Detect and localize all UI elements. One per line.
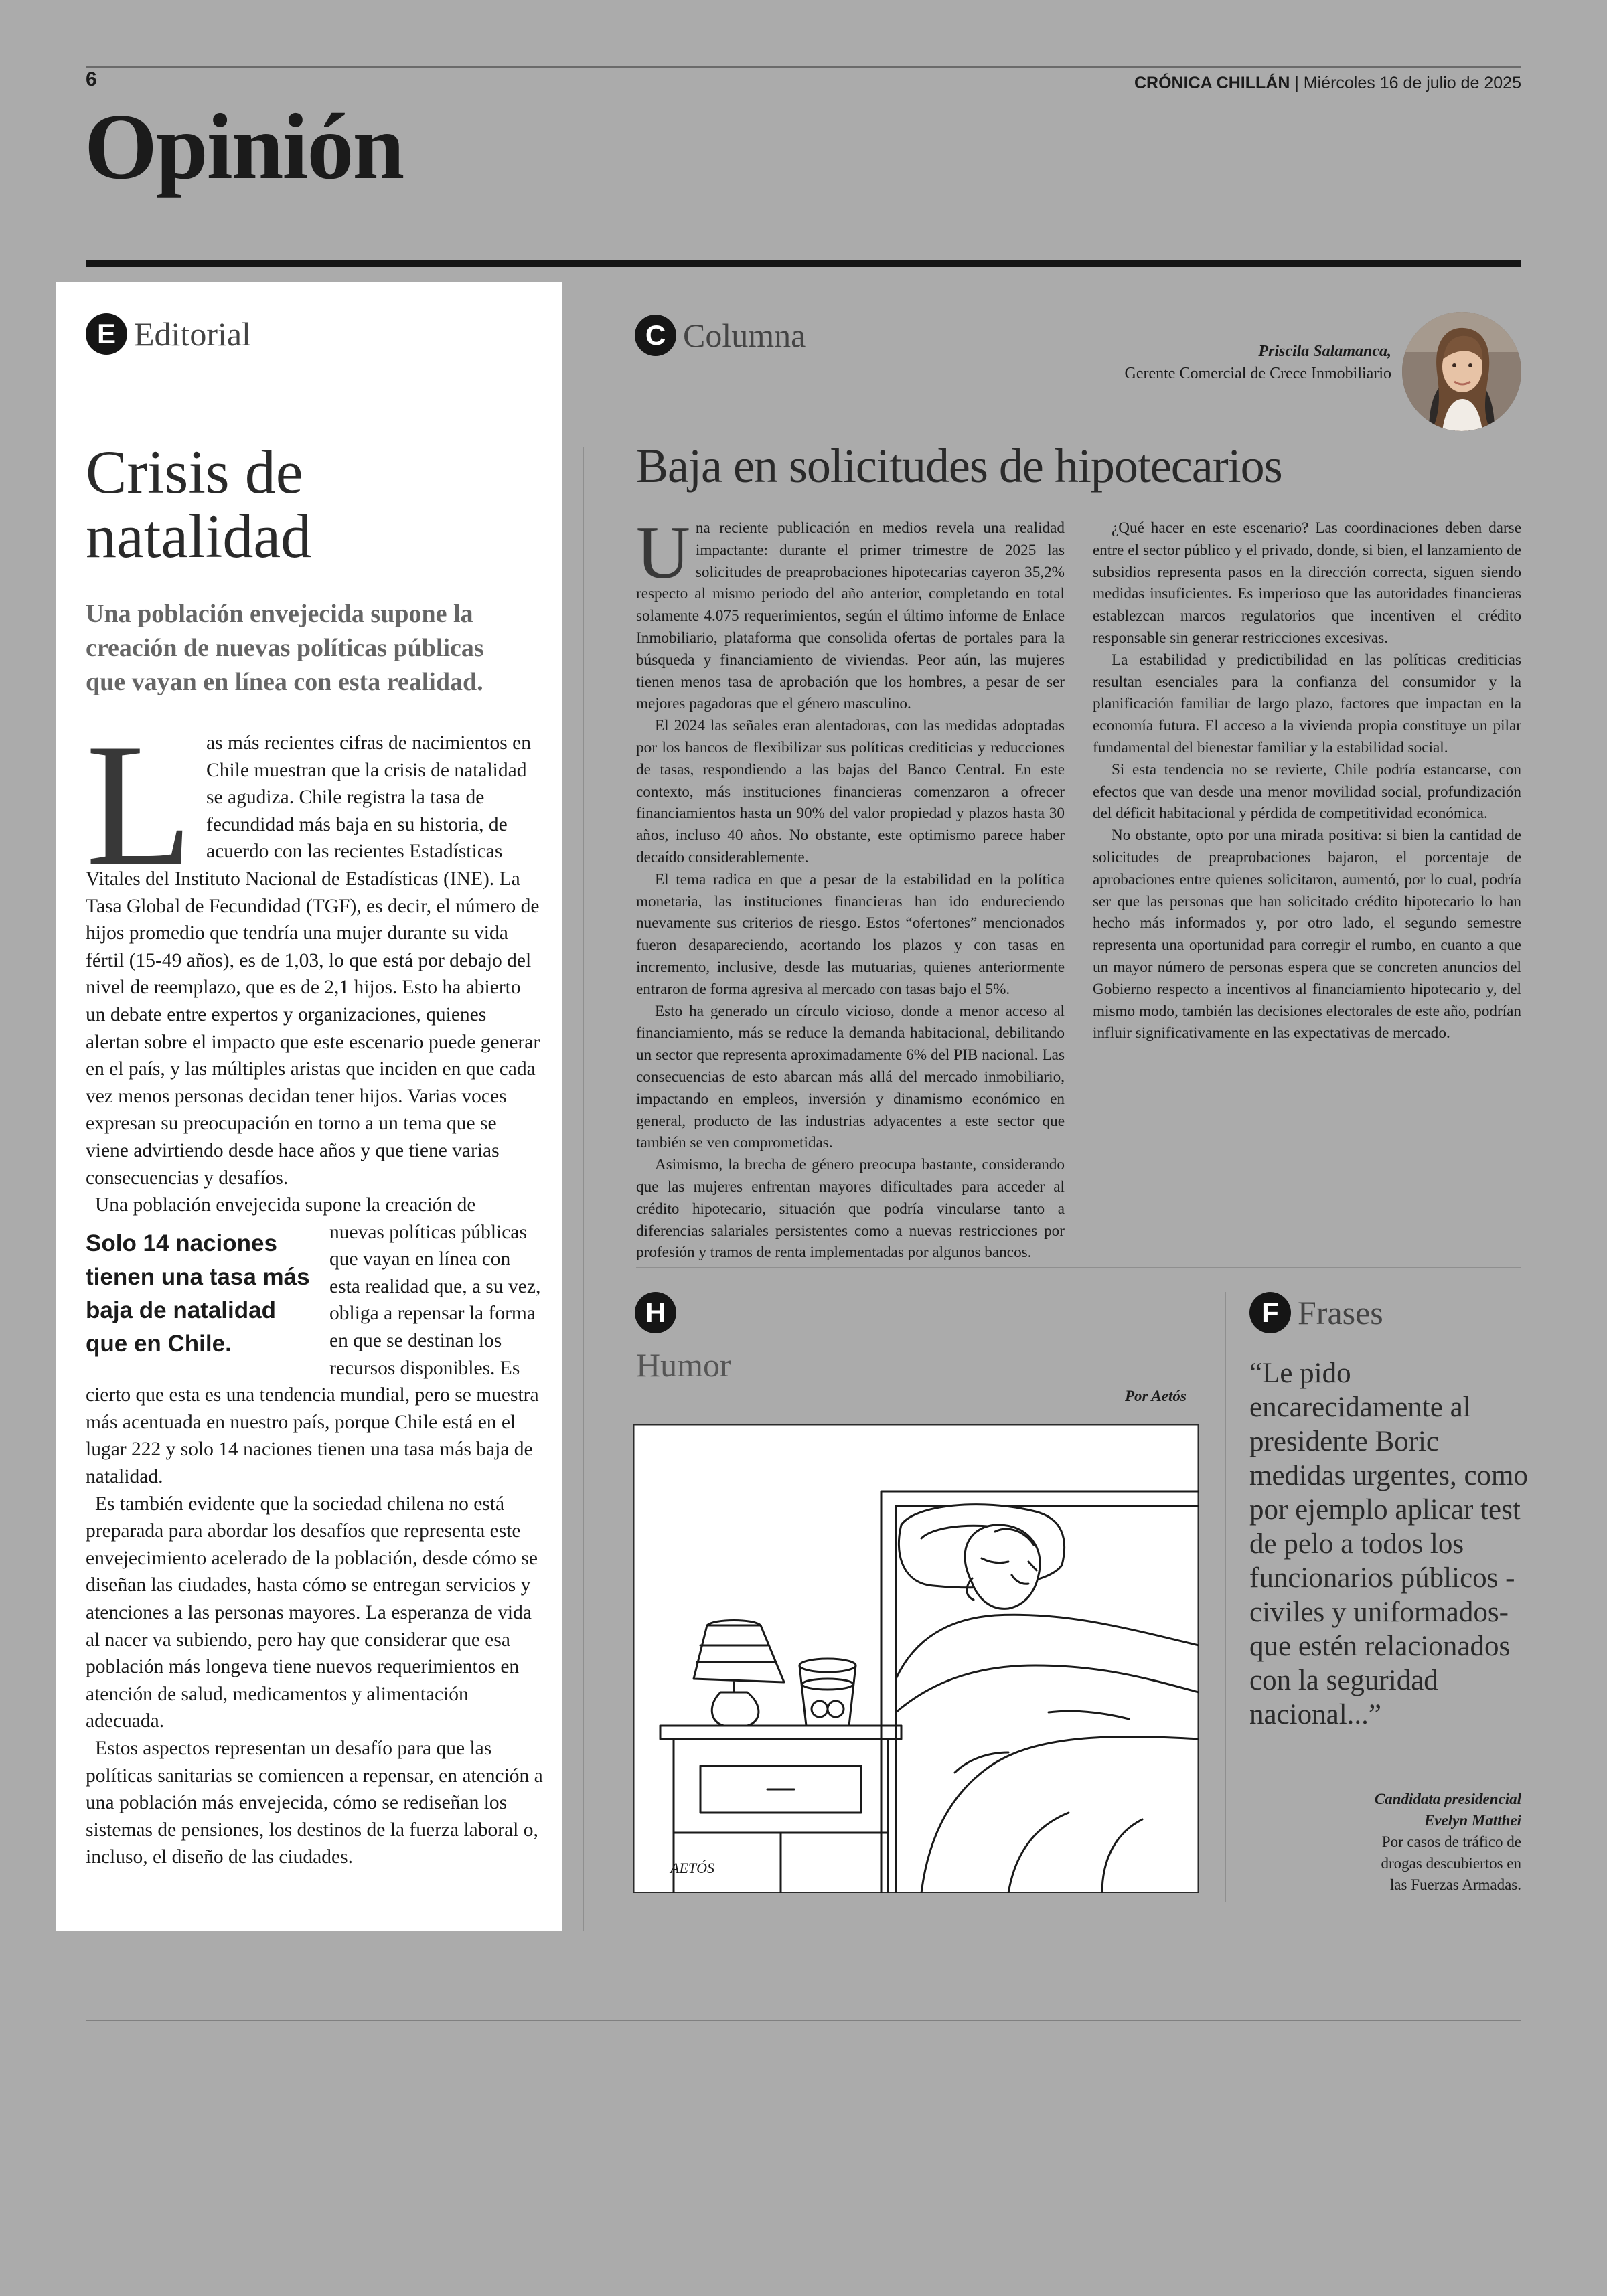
frases-badge	[1249, 1292, 1383, 1333]
humor-cartoon	[633, 1424, 1199, 1893]
column-divider	[583, 447, 584, 1931]
masthead: CRÓNICA CHILLÁN | Miércoles 16 de julio de 2025	[1134, 74, 1521, 92]
editorial-pullquote: Solo 14 naciones tienen una tasa más baja de natalidad que en Chile.	[86, 1230, 310, 1357]
humor-badge-icon: H	[635, 1292, 676, 1333]
column-paragraph: Si esta tendencia no se revierte, Chile podría estancarse, con efectos que van desde una menor movilidad social, profundización del déficit habitacional y pérdida de competitividad económica.	[1093, 760, 1521, 823]
author-avatar	[1402, 312, 1521, 431]
frases-badge-label: Frases	[1298, 1294, 1383, 1331]
editorial-title	[86, 440, 541, 568]
column-paragraph: No obstante, opto por una mirada positiva: si bien la cantidad de solicitudes de preaprobaciones bajaron, el porcentaje de aprobaciones entre quienes solicitaron, aumentó, por lo cual, podría ser que las personas que han solicitado crédito hipotecario lo han hecho más informados y, por otro lado, el segundo semestre representa una oportunidad para corregir el rumbo, en cuanto a que un mayor número de personas espera que se concreten anuncios del Gobierno respecto a incentivos al financiamiento hipotecario y, del mismo modo, también las decisiones electorales de este año, podrían influir significativamente en las expectativas de mercado.	[1093, 827, 1521, 1042]
editorial-lead: Una población envejecida supone la creación de nuevas políticas públicas que vayan en línea con esta realidad.	[86, 600, 484, 696]
column-paragraph: El tema radica en que a pesar de la estabilidad en la política monetaria, las instituciones financieras han ido endureciendo nuevamente sus criterios de riesgo. Estos “ofertones” mencionados fueron desapareciendo, acortando los plazos y con tasas en incremento, inclusive, desde las mutuarias, quienes anteriormente entraron de forma agresiva al mercado con tasas bajo el 5%.	[636, 870, 1065, 998]
quote-source-name: Evelyn Matthei	[1424, 1812, 1521, 1829]
section-rule	[86, 260, 1521, 267]
publication-name: CRÓNICA CHILLÁN	[1134, 74, 1290, 92]
editorial-body	[86, 708, 544, 1871]
issue-date: Miércoles 16 de julio de 2025	[1303, 74, 1521, 92]
column-badge-icon: C	[635, 315, 676, 356]
frases-badge-icon: F	[1249, 1292, 1291, 1333]
page-number: 6	[86, 68, 97, 90]
editorial-paragraph: Es también evidente que la sociedad chilena no está preparada para abordar los desafíos que representa este envejecimiento acelerado de la población, desde cómo se diseñan las ciudades, hasta cómo se entregan servicios y atenciones a las personas mayores. La esperanza de vida al nacer va subiendo, pero hay que considerar que esa población más longeva tiene nuevos requerimientos en atención de salud, medicamentos y alimentación adecuada.	[86, 1493, 538, 1732]
quote-source-role: Candidata presidencial	[1374, 1791, 1521, 1807]
frases-quote: “Le pido encarecidamente al presidente Boric medidas urgentes, como por ejemplo aplicar test de pelo a todos los funcionarios públicos -civiles y uniformados- que estén relacionados con la seguridad nacional...”	[1249, 1358, 1528, 1730]
editorial-badge-label: Editorial	[134, 315, 251, 353]
humor-badge	[635, 1292, 676, 1333]
section-title: Opinión	[84, 95, 404, 199]
editorial-panel	[56, 282, 562, 1931]
top-rule	[86, 66, 1521, 68]
author-role: Gerente Comercial de Crece Inmobiliario	[1124, 365, 1391, 382]
column-paragraph: Esto ha generado un círculo vicioso, donde a menor acceso al financiamiento, más se reduce la demanda habitacional, debilitando un sector que representa aproximadamente 6% del PIB nacional. Las consecuencias de esto abarcan más allá del mercado inmobiliario, impactando en empleos, inversión y dinamismo económico en general, producto de las industrias adyacentes a este sector que también se ven comprometidas.	[636, 1002, 1065, 1152]
humor-byline: Por Aetós	[1125, 1388, 1187, 1404]
editorial-paragraph	[86, 708, 544, 1192]
editorial-dropcap: L	[86, 708, 194, 902]
column-paragraph	[636, 511, 1065, 715]
bottom-rule	[86, 2020, 1521, 2021]
humor-frases-divider	[1225, 1292, 1226, 1902]
section-divider	[636, 1267, 1521, 1268]
humor-label: Humor	[636, 1346, 731, 1384]
column-paragraph: Asimismo, la brecha de género preocupa bastante, considerando que las mujeres enfrentan mayores dificultades para acceder al crédito hipotecario, situación que podría vincularse tanto a diferencias salariales persistentes como a nuevas restricciones por profesión y tramos de renta implementadas por algunos bancos.	[636, 1156, 1065, 1262]
column-body	[636, 511, 1521, 1267]
editorial-title-line: Crisis de	[86, 438, 303, 506]
column-paragraph: La estabilidad y predictibilidad en las políticas crediticias resultan esenciales para la confianza del consumidor y la planificación familiar de largo plazo, factores que impactan en la economía futura. El acceso a la vivienda propia constituye un pilar fundamental del bienestar familiar y la estabilidad social.	[1093, 651, 1521, 756]
quote-context-line: las Fuerzas Armadas.	[1389, 1876, 1521, 1893]
column-title: Baja en solicitudes de hipotecarios	[636, 439, 1282, 493]
editorial-paragraph: nuevas políticas públicas que vayan en línea con esta realidad que, a su vez, obliga a repensar la forma en que se destinan los recursos disponibles. Es cierto que esta es una tendencia mundial, pero se muestra más acentuada en nuestro país, porque Chile está en el lugar 222 y solo 14 naciones tienen una tasa más baja de natalidad.	[86, 1221, 541, 1488]
editorial-badge	[86, 313, 251, 355]
editorial-title-line: natalidad	[86, 502, 312, 570]
editorial-paragraph: Estos aspectos representan un desafío para que las políticas sanitarias se comiencen a repensar, en atención a una población más envejecida, cómo se rediseñan los sistemas de pensiones, los destinos de la fuerza laboral o, incluso, el diseño de las ciudades.	[86, 1737, 543, 1868]
author-name: Priscila Salamanca,	[1258, 343, 1391, 360]
column-badge-label: Columna	[683, 317, 806, 354]
column-badge	[635, 315, 806, 356]
column-paragraph: ¿Qué hacer en este escenario? Las coordinaciones deben darse entre el sector público y el privado, donde, si bien, el lanzamiento de subsidios representa pasos en la dirección correcta, siguen siendo medidas insuficientes. Es imperioso que las autoridades financieras establezcan marcos regulatorios que incentiven el crédito responsable sin generar restricciones excesivas.	[1093, 519, 1521, 647]
cartoon-signature: AETÓS	[670, 1860, 714, 1876]
column-paragraph: El 2024 las señales eran alentadoras, con las medidas adoptadas por los bancos de flexibilizar sus políticas crediticias y reducciones de tasas, respondiendo a las bajas del Banco Central. En este contexto, más instituciones financieras comenzaron a ofrecer financiamientos hasta un 90% del valor propiedad y plazos hasta 30 años, incluso 40 años. No obstante, este optimismo parece haber decaído considerablemente.	[636, 717, 1065, 866]
column-dropcap: U	[636, 511, 690, 594]
quote-context-line: drogas descubiertos en	[1381, 1855, 1521, 1872]
quote-context-line: Por casos de tráfico de	[1381, 1833, 1521, 1850]
editorial-paragraph-text: as más recientes cifras de nacimientos en Chile muestran que la crisis de natalidad se agudiza. Chile registra la tasa de fecundidad más baja en su historia, de acuerdo con las recientes Estadísticas Vitales del Instituto Nacional de Estadísticas (INE). La Tasa Global de Fecundidad (TGF), es decir, el número de hijos promedio que tendría una mujer durante su vida fértil (15-49 años), es de 1,03, lo que está por debajo del nivel de reemplazo, que es de 2,1 hijos. Esto ha abierto un debate entre expertos y organizaciones, quienes alertan sobre el impacto que este escenario puede generar en el país, y las múltiples aristas que inciden en que cada vez menos personas decidan tener hijos. Varias voces expresan su preocupación en torno a un tema que se viene advirtiendo desde hace años y que tiene varias consecuencias y desafíos.	[86, 732, 540, 1189]
editorial-paragraph: Una población envejecida supone la creación de	[95, 1194, 476, 1216]
column-paragraph-text: na reciente publicación en medios revela una realidad impactante: durante el primer trimestre de 2025 las solicitudes de preaprobaciones hipotecarias cayeron 35,2% respecto al mismo periodo del año anterior, completando en total solamente 4.075 requerimientos, según el último informe de Enlace Inmobiliario, plataforma que consolida ofertas de portales para la búsqueda y financiamiento de viviendas. Peor aún, las mujeres tienen menos tasa de aprobación que los hombres, a pesar de ser mejores pagadoras que el género masculino.	[636, 519, 1065, 713]
editorial-badge-icon: E	[86, 313, 127, 355]
frases-source	[1375, 1789, 1521, 1896]
